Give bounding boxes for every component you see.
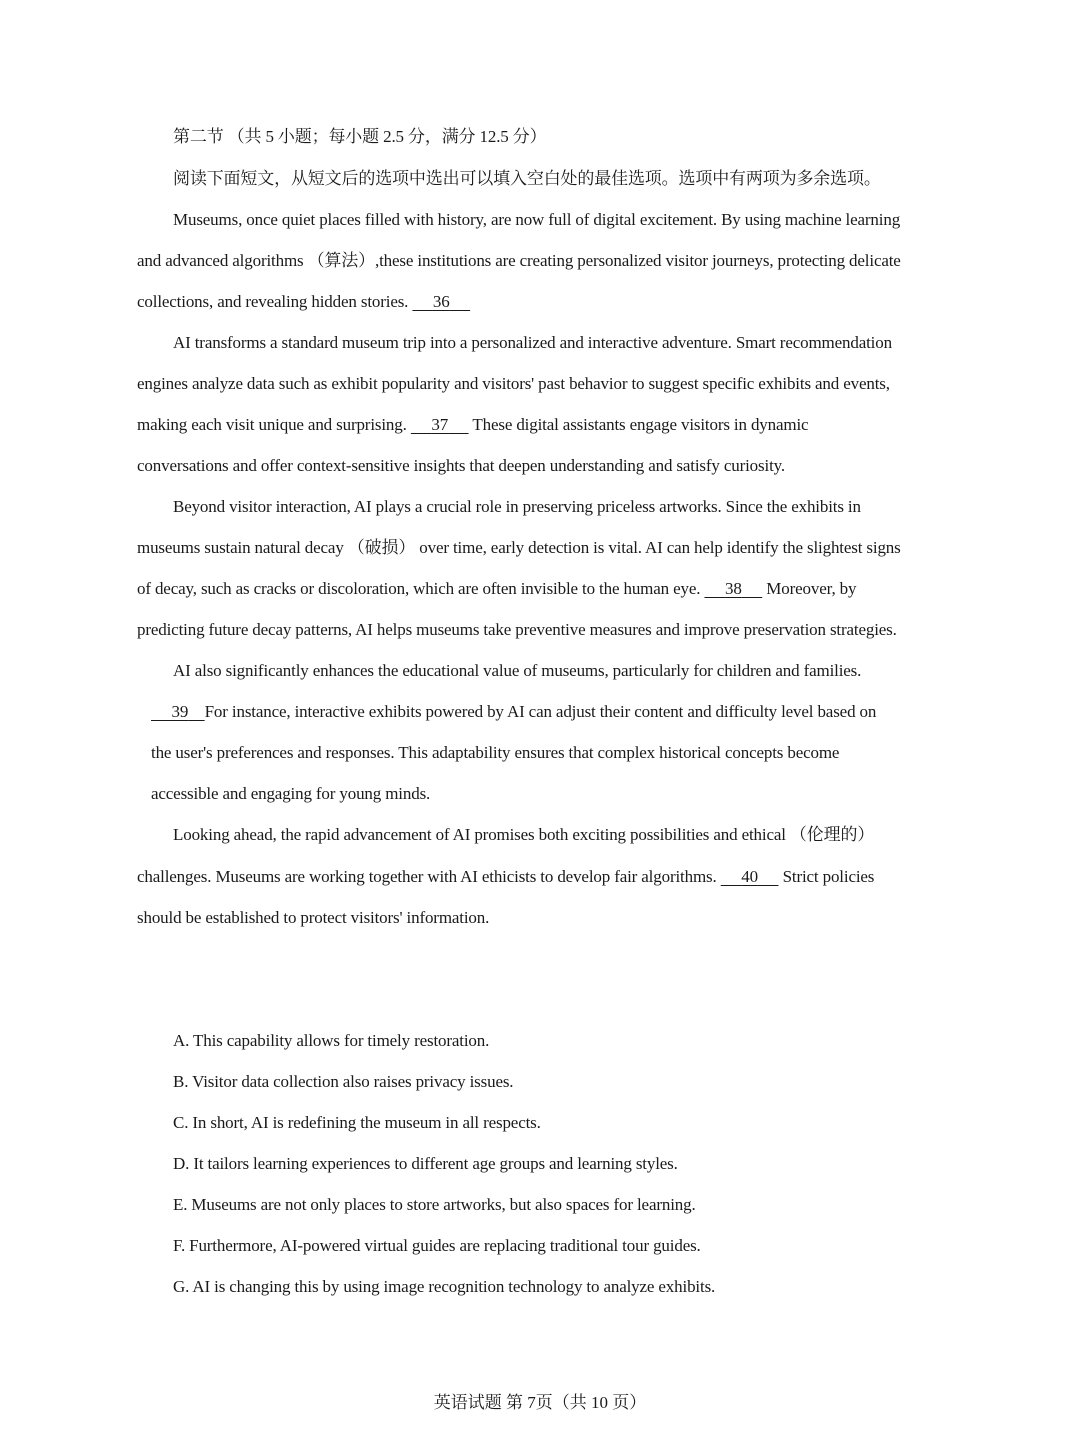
blank-38: 38 <box>724 579 742 598</box>
passage-line <box>137 578 856 600</box>
passage-line: engines analyze data such as exhibit popularity and visitors' past behavior to suggest specific exhibits and events, <box>137 374 890 393</box>
passage-text: of decay, such as cracks or discoloration, which are often invisible to the human eye. <box>137 579 701 598</box>
page-footer: 英语试题 第 7页（共 10 页） <box>433 1393 647 1412</box>
passage-line: predicting future decay patterns, AI helps museums take preventive measures and improve preservation strategies. <box>137 620 897 639</box>
passage-line: museums sustain natural decay （破损） over time, early detection is vital. AI can help identify the slightest signs <box>137 538 901 557</box>
instructions: 阅读下面短文，从短文后的选项中选出可以填入空白处的最佳选项。选项中有两项为多余选项。 <box>173 169 881 188</box>
option-f: F. Furthermore, AI-powered virtual guides are replacing traditional tour guides. <box>173 1236 701 1255</box>
option-d: D. It tailors learning experiences to different age groups and learning styles. <box>173 1154 678 1173</box>
passage-line: the user's preferences and responses. This adaptability ensures that complex historical concepts become <box>151 743 840 762</box>
passage-text: challenges. Museums are working together with AI ethicists to develop fair algorithms. <box>137 867 717 886</box>
passage-text: collections, and revealing hidden stories. <box>137 292 409 311</box>
blank-40: 40 <box>741 867 758 886</box>
passage-text: Strict policies <box>782 867 875 886</box>
passage-line <box>151 701 876 723</box>
option-b: B. Visitor data collection also raises privacy issues. <box>173 1072 514 1091</box>
option-a: A. This capability allows for timely restoration. <box>173 1031 490 1050</box>
option-e: E. Museums are not only places to store artworks, but also spaces for learning. <box>173 1195 696 1214</box>
option-c: C. In short, AI is redefining the museum in all respects. <box>173 1113 541 1132</box>
passage-text: Moreover, by <box>766 579 857 598</box>
blank-36: 36 <box>432 292 450 311</box>
passage-line: accessible and engaging for young minds. <box>151 784 431 803</box>
option-g: G. AI is changing this by using image recognition technology to analyze exhibits. <box>173 1277 716 1296</box>
passage-line <box>137 291 470 313</box>
passage-line: and advanced algorithms （算法）,these institutions are creating personalized visitor journeys, protecting delicate <box>137 251 901 270</box>
passage-line: AI transforms a standard museum trip into a personalized and interactive adventure. Smart recommendation <box>173 333 892 352</box>
passage-line: should be established to protect visitors' information. <box>137 908 490 927</box>
section-heading: 第二节 （共 5 小题；每小题 2.5 分，满分 12.5 分） <box>173 127 547 146</box>
passage-line <box>137 414 808 436</box>
passage-line: conversations and offer context-sensitive insights that deepen understanding and satisfy curiosity. <box>137 456 785 475</box>
passage-line: Museums, once quiet places filled with history, are now full of digital excitement. By using machine learning <box>173 210 901 229</box>
passage-line: AI also significantly enhances the educational value of museums, particularly for children and families. <box>173 661 862 680</box>
passage-text: making each visit unique and surprising. <box>137 415 407 434</box>
blank-39: 39 <box>171 702 189 721</box>
passage-line: Beyond visitor interaction, AI plays a crucial role in preserving priceless artworks. Since the exhibits in <box>173 497 861 516</box>
passage-line <box>137 866 874 888</box>
blank-37: 37 <box>431 415 449 434</box>
passage-text: For instance, interactive exhibits powered by AI can adjust their content and difficulty level based on <box>204 702 877 721</box>
passage-line: Looking ahead, the rapid advancement of AI promises both exciting possibilities and ethical （伦理的） <box>173 825 875 844</box>
passage-text: These digital assistants engage visitors in dynamic <box>472 415 809 434</box>
